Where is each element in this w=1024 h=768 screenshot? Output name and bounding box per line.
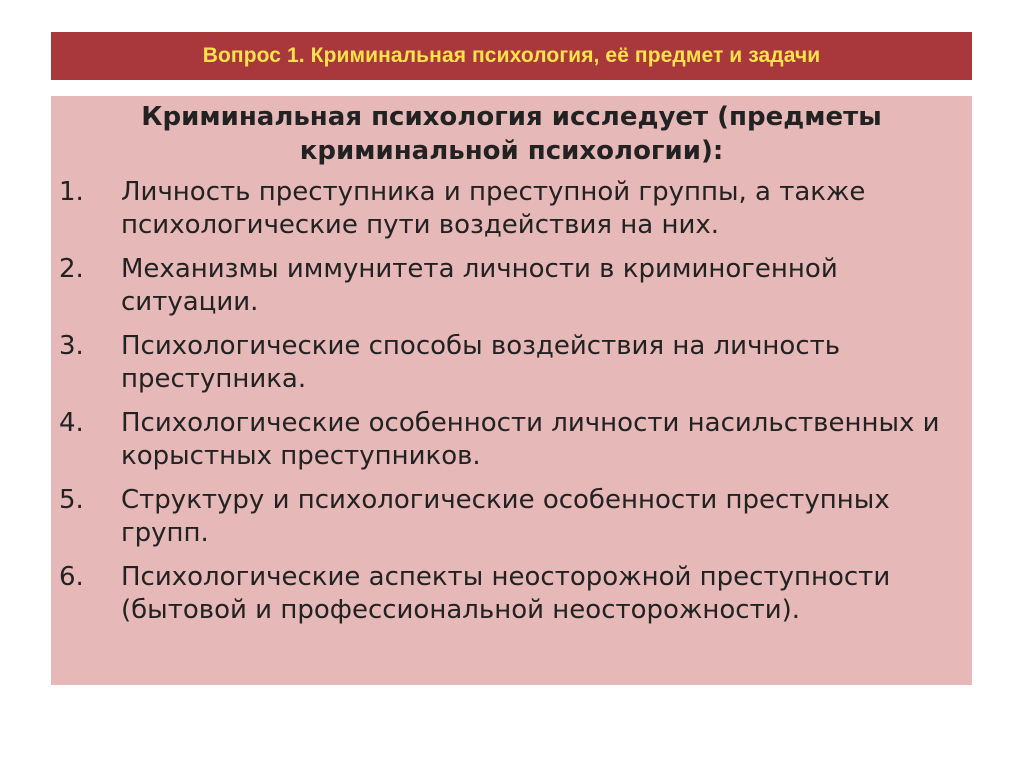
list-item [59,330,964,396]
list-item-text: Механизмы иммунитета личности в криминогенной ситуации. [121,254,838,317]
list-item [59,407,964,473]
lead-heading-line-2: криминальной психологии): [299,136,724,166]
numbered-list [59,176,964,638]
list-item-number: 3. [59,331,84,361]
list-item [59,253,964,319]
list-item-number: 4. [59,408,84,438]
list-item-number: 2. [59,254,84,284]
slide-title-bar [51,32,972,80]
list-item-number: 5. [59,485,84,515]
list-item [59,484,964,550]
list-item-number: 1. [59,177,84,207]
list-item-text: Психологические особенности личности насильственных и корыстных преступников. [121,408,940,471]
slide-title: Вопрос 1. Криминальная психология, её предмет и задачи [202,44,821,67]
lead-heading [51,100,972,168]
list-item-text: Структуру и психологические особенности преступных групп. [121,485,890,548]
list-item-number: 6. [59,562,84,592]
list-item [59,176,964,242]
list-item-text: Психологические способы воздействия на личность преступника. [121,331,841,394]
list-item-text: Психологические аспекты неосторожной преступности (бытовой и профессиональной неосторожности). [121,562,891,625]
lead-heading-line-1: Криминальная психология исследует (предметы [141,102,882,132]
content-box [51,96,972,685]
list-item-text: Личность преступника и преступной группы, а также психологические пути воздействия на них. [121,177,866,240]
list-item [59,561,964,627]
